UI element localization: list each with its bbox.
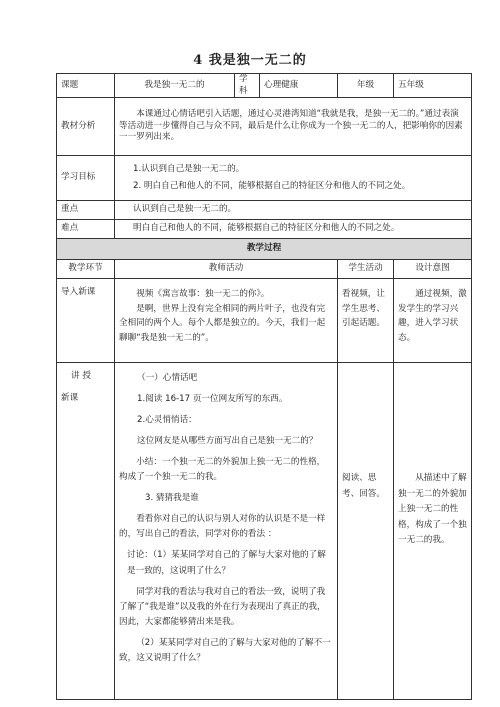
goals-row xyxy=(57,156,472,201)
subject-label: 学科 xyxy=(235,74,260,98)
process-header-row xyxy=(57,239,472,260)
goals-content xyxy=(115,156,472,201)
lecture-stage-line: 讲 授 xyxy=(71,371,91,382)
intro-intent: 通过视频，激发学生的学习兴趣，进入学习状态。 xyxy=(394,279,472,363)
column-header-stage: 教学环节 xyxy=(57,260,115,279)
key-point-text: 认识到自己是独一无二的。 xyxy=(115,201,472,220)
difficulty-label: 难点 xyxy=(57,220,115,239)
grade-label: 年级 xyxy=(338,74,394,98)
lesson-plan-table xyxy=(56,73,472,700)
intro-row xyxy=(57,279,472,363)
lecture-line: （一）心情话吧 xyxy=(137,373,198,384)
analysis-label: 教材分析 xyxy=(57,98,115,156)
lecture-line: 1.阅读 16-17 页一位网友所写的东西。 xyxy=(137,394,288,405)
intro-stage: 导入新课 xyxy=(57,279,115,363)
intro-student: 看视频，让学生思考、引起话题。 xyxy=(338,279,394,363)
goal-item: 1.认识到自己是独一无二的。 xyxy=(133,163,245,174)
lecture-student: 阅读、思考、回答。 xyxy=(338,363,394,700)
lecture-intent: 从描述中了解独一无二的外貌加上独一无二的性格，构成了一个独一无二的我。 xyxy=(394,363,472,700)
difficulty-row xyxy=(57,220,472,239)
lecture-line: 小结：一个独一无二的外貌加上独一无二的性格，构成了一个独一无二的我。 xyxy=(119,457,326,483)
lecture-line: 看看你对自己的认识与别人对你的认识是不是一样的，写出自己的看法，同学对你的看法 ： xyxy=(119,514,326,540)
intro-teacher-line: 视频《寓言故事：独一无二的你》。 xyxy=(136,289,270,300)
intro-teacher xyxy=(115,279,338,363)
goals-label: 学习目标 xyxy=(57,156,115,201)
subject-value: 心理健康 xyxy=(260,74,338,98)
course-value: 我是独一无二的 xyxy=(115,74,235,98)
info-row xyxy=(57,74,472,98)
lecture-line: 3. 猜猜我是谁 xyxy=(145,493,199,504)
column-header-row xyxy=(57,260,472,279)
lecture-line: 2.心灵悄悄话： xyxy=(137,415,197,426)
lecture-line: 讨论：（1）某某同学对自己的了解与大家对他的了解是一致的，这说明了什么？ xyxy=(127,550,326,576)
analysis-text: 本课通过心情话吧引入话题，通过心灵港湾知道“我就是我，是独一无二的。”通过表演等活动进一步懂得自己与众不同，最后是什么让你成为一个独一无二的人，把影响你的因素一一罗列出来。 xyxy=(115,98,472,156)
lecture-teacher xyxy=(115,363,338,700)
lecture-row xyxy=(57,363,472,700)
column-header-teacher: 教师活动 xyxy=(115,260,338,279)
lecture-stage xyxy=(57,363,115,700)
lecture-line: 同学对我的看法与我对自己的看法一致，说明了我了解了“我是谁”以及我的外在行为表现出了真正的我，因此，大家都能够猜出来是我。 xyxy=(119,586,326,627)
difficulty-text: 明白自己和他人的不同，能够根据自己的特征区分和他人的不同之处。 xyxy=(115,220,472,239)
course-label: 课题 xyxy=(57,74,115,98)
goal-item: 2. 明白自己和他人的不同，能够根据自己的特征区分和他人的不同之处。 xyxy=(133,181,411,192)
column-header-intent: 设计意图 xyxy=(394,260,472,279)
lecture-stage-line: 新课 xyxy=(61,392,79,403)
lecture-line: （2）某某同学对自己的了解与大家对他的了解不一致，这又说明了什么？ xyxy=(119,637,331,663)
column-header-student: 学生活动 xyxy=(338,260,394,279)
process-header: 教学过程 xyxy=(57,239,472,260)
page-title: 4 我是独一无二的 xyxy=(193,53,307,68)
key-point-row xyxy=(57,201,472,220)
analysis-row xyxy=(57,98,472,156)
grade-value: 五年级 xyxy=(394,74,472,98)
intro-teacher-line: 是啊，世界上没有完全相同的两片叶子，也没有完全相同的两个人。每个人都是独立的。今天，我们一起聊聊“我是独一无二的”。 xyxy=(119,303,326,344)
key-point-label: 重点 xyxy=(57,201,115,220)
lecture-line: 这位网友是从哪些方面写出自己是独一无二的？ xyxy=(137,436,318,447)
